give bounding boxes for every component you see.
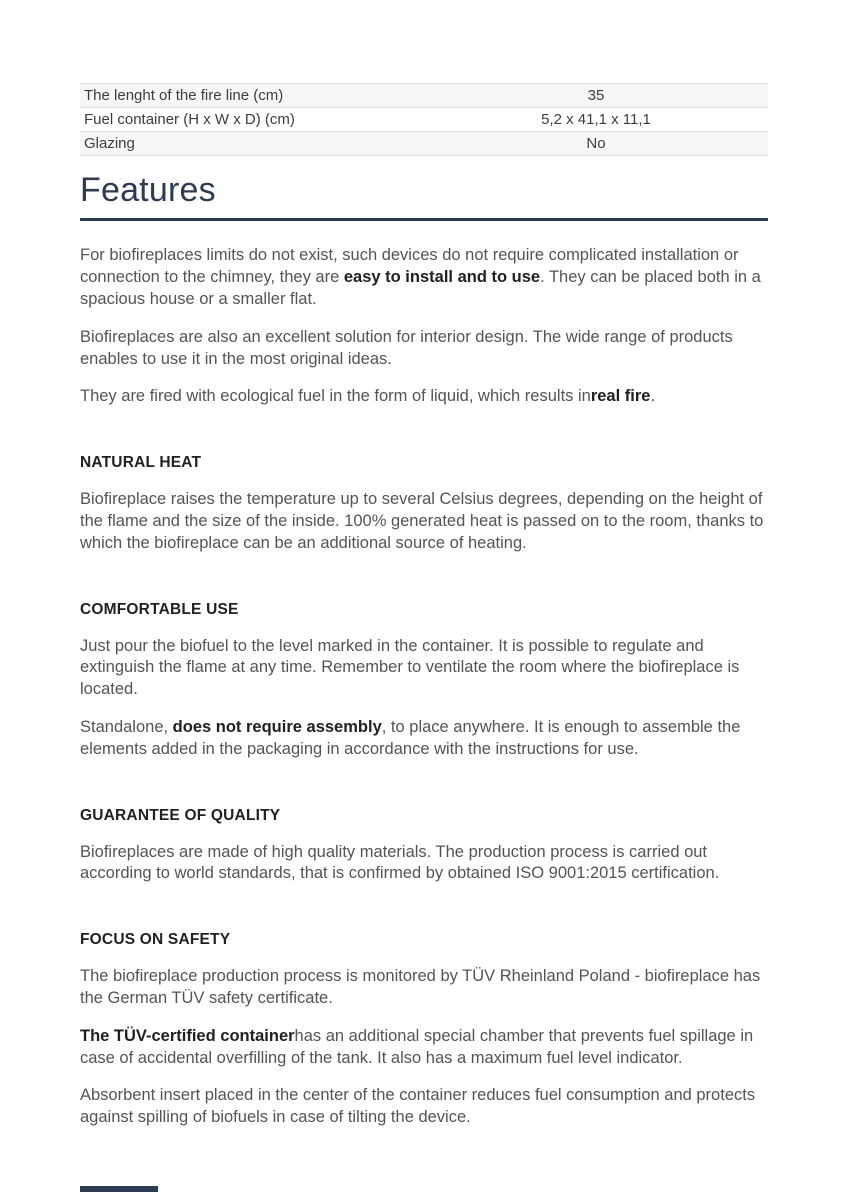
spec-value: 35 bbox=[587, 87, 605, 104]
spec-label: The lenght of the fire line (cm) bbox=[84, 87, 284, 104]
section-heading: NATURAL HEAT bbox=[80, 454, 202, 472]
body-paragraph: They are fired with ecological fuel in the form of liquid, which results inreal fire. bbox=[80, 387, 656, 406]
section-paragraphs bbox=[80, 966, 768, 1129]
spec-table bbox=[80, 83, 768, 156]
next-section-rule-partial bbox=[80, 1186, 158, 1192]
body-paragraph: Just pour the biofuel to the level marked in the container. It is possible to regulate and extinguish the flame at any time. Remember to ventilate the room where the biofireplace is located. bbox=[80, 636, 740, 699]
spec-table-row bbox=[80, 132, 768, 156]
body-paragraph: Biofireplaces are also an excellent solution for interior design. The wide range of products enables to use it in the most original ideas. bbox=[80, 327, 733, 368]
body-paragraph: Biofireplaces are made of high quality materials. The production process is carried out according to world standards, that is confirmed by obtained ISO 9001:2015 certification. bbox=[80, 842, 720, 883]
section-paragraphs bbox=[80, 636, 768, 761]
body-paragraph: For biofireplaces limits do not exist, such devices do not require complicated installation or connection to the chimney, they are easy to install and to use. They can be placed both in a spacious house or a smaller flat. bbox=[80, 246, 761, 308]
section-heading: GUARANTEE OF QUALITY bbox=[80, 806, 281, 824]
body-paragraph: Biofireplace raises the temperature up to several Celsius degrees, depending on the height of the flame and the size of the inside. 100% generated heat is passed on to the room, thanks to which the biofireplace can be an additional source of heating. bbox=[80, 490, 764, 552]
body-paragraph: Standalone, does not require assembly, to place anywhere. It is enough to assemble the elements added in the packaging in accordance with the instructions for use. bbox=[80, 717, 741, 758]
spec-label: Glazing bbox=[84, 135, 135, 152]
spec-label: Fuel container (H x W x D) (cm) bbox=[84, 111, 295, 128]
features-title: Features bbox=[80, 171, 216, 209]
features-intro bbox=[80, 245, 768, 408]
body-paragraph: The biofireplace production process is monitored by TÜV Rheinland Poland - biofireplace has the German TÜV safety certificate. bbox=[80, 967, 761, 1007]
feature-section bbox=[80, 454, 768, 554]
section-heading: FOCUS ON SAFETY bbox=[80, 931, 231, 949]
feature-section bbox=[80, 931, 768, 1129]
feature-section bbox=[80, 601, 768, 761]
spec-value: 5,2 x 41,1 x 11,1 bbox=[541, 111, 651, 128]
spec-table-row bbox=[80, 108, 768, 132]
spec-value: No bbox=[586, 135, 606, 152]
spec-table-row bbox=[80, 84, 768, 108]
section-paragraphs bbox=[80, 489, 768, 554]
features-title-rule bbox=[80, 218, 768, 221]
body-paragraph: The TÜV-certified containerhas an additional special chamber that prevents fuel spillage in case of accidental overfilling of the tank. It also has a maximum fuel level indicator. bbox=[80, 1026, 754, 1067]
body-paragraph: Absorbent insert placed in the center of the container reduces fuel consumption and protects against spilling of biofuels in case of tilting the device. bbox=[80, 1086, 756, 1127]
feature-section bbox=[80, 807, 768, 886]
section-paragraphs bbox=[80, 842, 768, 886]
feature-sections bbox=[80, 454, 768, 1129]
section-heading: COMFORTABLE USE bbox=[80, 600, 239, 618]
